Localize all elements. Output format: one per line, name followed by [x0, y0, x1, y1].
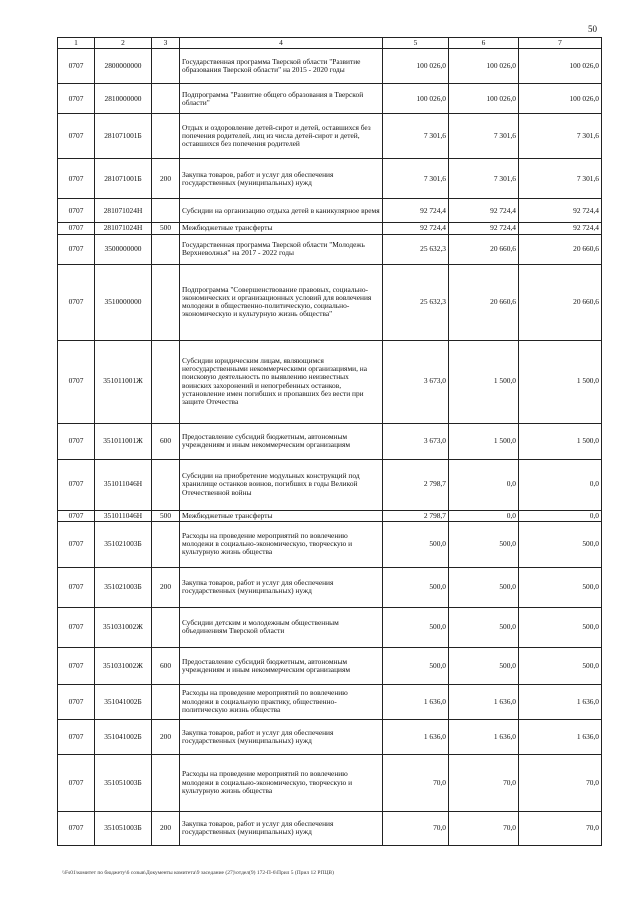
expense-type-cell: [152, 607, 180, 647]
description-cell: Расходы на проведение мероприятий по вовлечению молодежи в социальную практику, общественно-политическую жизнь общества: [180, 684, 383, 719]
target-code-cell: 351021003Б: [95, 521, 152, 567]
amount-2020-cell: 0,0: [519, 459, 602, 510]
amount-2019-cell: 100 026,0: [449, 84, 519, 114]
amount-2020-cell: 100 026,0: [519, 49, 602, 84]
amount-2018-cell: 100 026,0: [383, 84, 449, 114]
amount-2020-cell: 20 660,6: [519, 234, 602, 264]
amount-2019-cell: 1 500,0: [449, 340, 519, 423]
table-row: [58, 223, 602, 234]
expense-type-cell: [152, 684, 180, 719]
section-code-cell: 0707: [58, 84, 95, 114]
target-code-cell: 351051003Б: [95, 811, 152, 845]
description-cell: Межбюджетные трансферты: [180, 510, 383, 521]
description-cell: Субсидии на организацию отдыха детей в каникулярное время: [180, 199, 383, 223]
header-row: [58, 38, 602, 49]
expense-type-cell: 500: [152, 223, 180, 234]
page-number: 50: [588, 24, 597, 34]
amount-2019-cell: 500,0: [449, 647, 519, 684]
table-row: [58, 607, 602, 647]
expense-type-cell: [152, 459, 180, 510]
table-row: [58, 510, 602, 521]
table-row: [58, 811, 602, 845]
table-row: [58, 459, 602, 510]
description-cell: Предоставление субсидий бюджетным, автономным учреждениям и иным некоммерческим организациям: [180, 647, 383, 684]
target-code-cell: 281071001Б: [95, 159, 152, 199]
description-cell: Государственная программа Тверской области "Молодежь Верхневолжья" на 2017 - 2022 годы: [180, 234, 383, 264]
section-code-cell: 0707: [58, 199, 95, 223]
description-cell: Предоставление субсидий бюджетным, автономным учреждениям и иным некоммерческим организациям: [180, 423, 383, 459]
amount-2018-cell: 25 632,3: [383, 234, 449, 264]
description-cell: Отдых и оздоровление детей-сирот и детей, оставшихся без попечения родителей, лиц из числа детей-сирот и детей, оставшихся без попечения родителей: [180, 114, 383, 159]
table-row: [58, 567, 602, 607]
section-code-cell: 0707: [58, 114, 95, 159]
description-cell: Расходы на проведение мероприятий по вовлечению молодежи в социально-экономическую, творческую и культурную жизнь общества: [180, 754, 383, 811]
amount-2019-cell: 0,0: [449, 459, 519, 510]
col-header: 6: [449, 38, 519, 49]
amount-2018-cell: 3 673,0: [383, 340, 449, 423]
expense-type-cell: [152, 754, 180, 811]
amount-2020-cell: 1 636,0: [519, 719, 602, 754]
amount-2020-cell: 500,0: [519, 647, 602, 684]
amount-2018-cell: 2 798,7: [383, 510, 449, 521]
amount-2018-cell: 1 636,0: [383, 719, 449, 754]
description-cell: Закупка товаров, работ и услуг для обеспечения государственных (муниципальных) нужд: [180, 567, 383, 607]
target-code-cell: 351011046Н: [95, 459, 152, 510]
expense-type-cell: 500: [152, 510, 180, 521]
table-body: [58, 49, 602, 846]
expense-type-cell: [152, 49, 180, 84]
section-code-cell: 0707: [58, 223, 95, 234]
col-header: 1: [58, 38, 95, 49]
amount-2018-cell: 2 798,7: [383, 459, 449, 510]
description-cell: Государственная программа Тверской области "Развитие образования Тверской области" на 2015 - 2020 годы: [180, 49, 383, 84]
target-code-cell: 351021003Б: [95, 567, 152, 607]
amount-2019-cell: 20 660,6: [449, 264, 519, 340]
target-code-cell: 351031002Ж: [95, 607, 152, 647]
amount-2018-cell: 7 301,6: [383, 114, 449, 159]
amount-2018-cell: 92 724,4: [383, 199, 449, 223]
description-cell: Подпрограмма "Совершенствование правовых, социально-экономических и организационных условий для вовлечения молодежи в общественно-политическую, социально-экономическую и культурную жизнь общества": [180, 264, 383, 340]
amount-2020-cell: 92 724,4: [519, 199, 602, 223]
section-code-cell: 0707: [58, 684, 95, 719]
section-code-cell: 0707: [58, 234, 95, 264]
amount-2020-cell: 500,0: [519, 607, 602, 647]
amount-2019-cell: 1 636,0: [449, 719, 519, 754]
expense-type-cell: 200: [152, 811, 180, 845]
expense-type-cell: [152, 234, 180, 264]
section-code-cell: 0707: [58, 459, 95, 510]
table-row: [58, 199, 602, 223]
col-header: 7: [519, 38, 602, 49]
expense-type-cell: [152, 521, 180, 567]
description-cell: Субсидии на приобретение модульных конструкций под хранилище останков воинов, погибших в годы Великой Отечественной войны: [180, 459, 383, 510]
target-code-cell: 351011001Ж: [95, 340, 152, 423]
target-code-cell: 2810000000: [95, 84, 152, 114]
amount-2020-cell: 1 636,0: [519, 684, 602, 719]
table-row: [58, 340, 602, 423]
expense-type-cell: 200: [152, 719, 180, 754]
amount-2020-cell: 100 026,0: [519, 84, 602, 114]
section-code-cell: 0707: [58, 264, 95, 340]
table-row: [58, 114, 602, 159]
table-row: [58, 521, 602, 567]
section-code-cell: 0707: [58, 159, 95, 199]
amount-2020-cell: 500,0: [519, 521, 602, 567]
section-code-cell: 0707: [58, 607, 95, 647]
amount-2019-cell: 7 301,6: [449, 114, 519, 159]
expense-type-cell: [152, 199, 180, 223]
amount-2019-cell: 20 660,6: [449, 234, 519, 264]
target-code-cell: 351041002Б: [95, 719, 152, 754]
amount-2018-cell: 500,0: [383, 567, 449, 607]
expense-type-cell: 200: [152, 159, 180, 199]
col-header: 5: [383, 38, 449, 49]
amount-2020-cell: 0,0: [519, 510, 602, 521]
expense-type-cell: [152, 84, 180, 114]
amount-2020-cell: 500,0: [519, 567, 602, 607]
expense-type-cell: 600: [152, 423, 180, 459]
amount-2019-cell: 500,0: [449, 521, 519, 567]
amount-2019-cell: 500,0: [449, 607, 519, 647]
amount-2019-cell: 70,0: [449, 811, 519, 845]
table-row: [58, 159, 602, 199]
amount-2018-cell: 25 632,3: [383, 264, 449, 340]
amount-2020-cell: 92 724,4: [519, 223, 602, 234]
section-code-cell: 0707: [58, 811, 95, 845]
target-code-cell: 2800000000: [95, 49, 152, 84]
amount-2018-cell: 500,0: [383, 607, 449, 647]
target-code-cell: 351031002Ж: [95, 647, 152, 684]
amount-2019-cell: 0,0: [449, 510, 519, 521]
section-code-cell: 0707: [58, 647, 95, 684]
amount-2018-cell: 7 301,6: [383, 159, 449, 199]
table-row: [58, 84, 602, 114]
table-row: [58, 647, 602, 684]
target-code-cell: 351011046Н: [95, 510, 152, 521]
target-code-cell: 3500000000: [95, 234, 152, 264]
amount-2018-cell: 500,0: [383, 647, 449, 684]
amount-2020-cell: 1 500,0: [519, 423, 602, 459]
amount-2019-cell: 500,0: [449, 567, 519, 607]
section-code-cell: 0707: [58, 567, 95, 607]
amount-2018-cell: 70,0: [383, 811, 449, 845]
description-cell: Подпрограмма "Развитие общего образования в Тверской области": [180, 84, 383, 114]
amount-2020-cell: 1 500,0: [519, 340, 602, 423]
amount-2019-cell: 1 636,0: [449, 684, 519, 719]
table-row: [58, 684, 602, 719]
amount-2018-cell: 1 636,0: [383, 684, 449, 719]
target-code-cell: 281071001Б: [95, 114, 152, 159]
description-cell: Закупка товаров, работ и услуг для обеспечения государственных (муниципальных) нужд: [180, 719, 383, 754]
table-row: [58, 754, 602, 811]
col-header: 3: [152, 38, 180, 49]
description-cell: Расходы на проведение мероприятий по вовлечению молодежи в социально-экономическую, творческую и культурную жизнь общества: [180, 521, 383, 567]
amount-2018-cell: 100 026,0: [383, 49, 449, 84]
amount-2020-cell: 70,0: [519, 811, 602, 845]
amount-2020-cell: 7 301,6: [519, 159, 602, 199]
section-code-cell: 0707: [58, 719, 95, 754]
amount-2020-cell: 70,0: [519, 754, 602, 811]
table-row: [58, 234, 602, 264]
description-cell: Субсидии детским и молодежным общественным объединениям Тверской области: [180, 607, 383, 647]
description-cell: Закупка товаров, работ и услуг для обеспечения государственных (муниципальных) нужд: [180, 159, 383, 199]
amount-2018-cell: 92 724,4: [383, 223, 449, 234]
amount-2019-cell: 100 026,0: [449, 49, 519, 84]
section-code-cell: 0707: [58, 510, 95, 521]
table-row: [58, 719, 602, 754]
col-header: 2: [95, 38, 152, 49]
amount-2020-cell: 20 660,6: [519, 264, 602, 340]
section-code-cell: 0707: [58, 49, 95, 84]
expense-type-cell: [152, 340, 180, 423]
target-code-cell: 351011001Ж: [95, 423, 152, 459]
amount-2019-cell: 7 301,6: [449, 159, 519, 199]
amount-2019-cell: 92 724,4: [449, 223, 519, 234]
target-code-cell: 3510000000: [95, 264, 152, 340]
description-cell: Закупка товаров, работ и услуг для обеспечения государственных (муниципальных) нужд: [180, 811, 383, 845]
section-code-cell: 0707: [58, 754, 95, 811]
amount-2020-cell: 7 301,6: [519, 114, 602, 159]
section-code-cell: 0707: [58, 521, 95, 567]
amount-2018-cell: 500,0: [383, 521, 449, 567]
table-row: [58, 49, 602, 84]
amount-2019-cell: 70,0: [449, 754, 519, 811]
expense-type-cell: [152, 114, 180, 159]
target-code-cell: 351041002Б: [95, 684, 152, 719]
description-cell: Межбюджетные трансферты: [180, 223, 383, 234]
expense-type-cell: 200: [152, 567, 180, 607]
expense-type-cell: 600: [152, 647, 180, 684]
target-code-cell: 281071024Н: [95, 223, 152, 234]
amount-2019-cell: 1 500,0: [449, 423, 519, 459]
expense-type-cell: [152, 264, 180, 340]
target-code-cell: 351051003Б: [95, 754, 152, 811]
amount-2018-cell: 3 673,0: [383, 423, 449, 459]
amount-2019-cell: 92 724,4: [449, 199, 519, 223]
target-code-cell: 281071024Н: [95, 199, 152, 223]
file-path-footer: \\Fs01\комитет по бюджету\6 созыв\Документы комитета\9 заседание (27)\отдел(9) 172-П-6\Прил 5 (Прил 12 РПЦВ): [62, 870, 334, 876]
col-header: 4: [180, 38, 383, 49]
section-code-cell: 0707: [58, 340, 95, 423]
section-code-cell: 0707: [58, 423, 95, 459]
budget-table: [57, 37, 602, 846]
table-row: [58, 264, 602, 340]
table-row: [58, 423, 602, 459]
description-cell: Субсидии юридическим лицам, являющимся негосударственными некоммерческими организациями, на поисковую деятельность по выявлению неизвестных воинских захоронений и непогребенных останков, установление имен погибших и пропавших без вести при защите Отечества: [180, 340, 383, 423]
amount-2018-cell: 70,0: [383, 754, 449, 811]
